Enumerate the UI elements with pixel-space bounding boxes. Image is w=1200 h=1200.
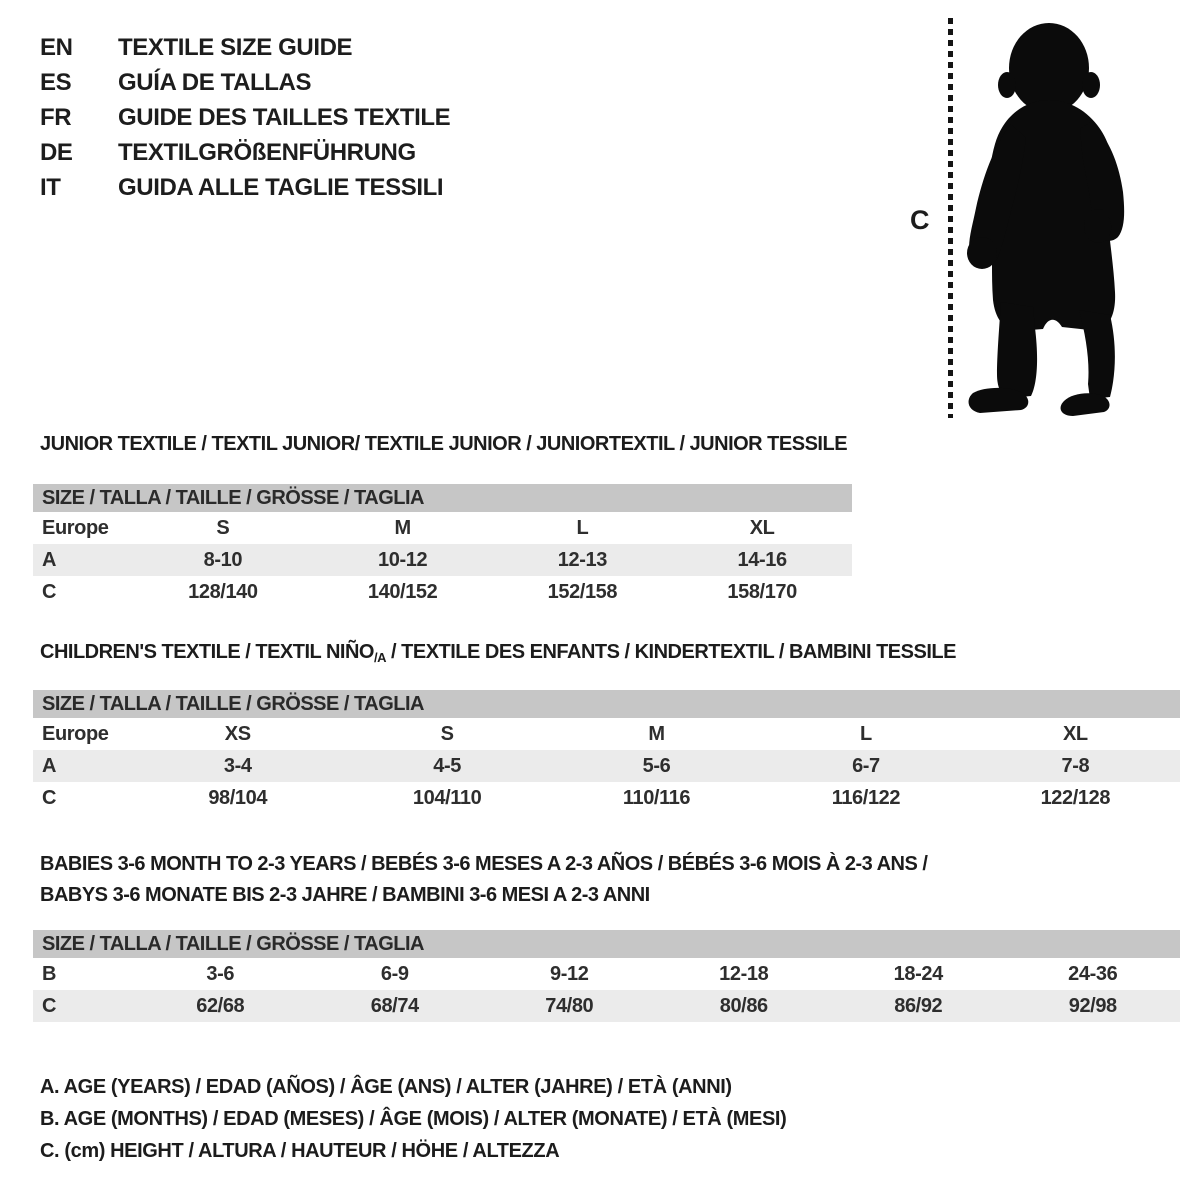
legend-line-c: C. (cm) HEIGHT / ALTURA / HAUTEUR / HÖHE / ALTEZZA	[40, 1140, 560, 1162]
table-cell: 104/110	[412, 787, 482, 809]
height-measure-label: C	[910, 205, 930, 235]
table-cell: 116/122	[831, 787, 901, 809]
table-row	[33, 958, 1180, 990]
language-title: GUIDE DES TAILLES TEXTILE	[118, 104, 451, 131]
babies-table-rows	[33, 958, 1180, 1022]
table-cell: 7-8	[1061, 755, 1090, 777]
table-cell: 3-6	[206, 963, 235, 985]
table-row	[33, 750, 1180, 782]
language-title: TEXTILGRÖßENFÜHRUNG	[118, 139, 416, 166]
table-cell: 158/170	[727, 581, 797, 603]
table-cell: 86/92	[894, 995, 943, 1017]
table-cell: 6-9	[380, 963, 409, 985]
language-list	[40, 30, 450, 205]
table-cell: 92/98	[1068, 995, 1117, 1017]
row-label: C	[42, 581, 57, 603]
table-cell: M	[394, 517, 411, 539]
children-size-table	[33, 690, 1180, 814]
language-title: GUIDA ALLE TAGLIE TESSILI	[118, 174, 444, 201]
toddler-silhouette-icon	[963, 12, 1145, 420]
babies-heading-line1: BABIES 3-6 MONTH TO 2-3 YEARS / BEBÉS 3-6 MESES A 2-3 AÑOS / BÉBÉS 3-6 MOIS À 2-3 ANS /	[40, 853, 928, 875]
height-dashed-line	[948, 18, 953, 418]
table-cell: 122/128	[1040, 787, 1111, 809]
children-heading-sub: /A	[373, 650, 386, 665]
table-cell: 152/158	[547, 581, 618, 603]
row-label: Europe	[42, 723, 109, 745]
table-row	[33, 782, 1180, 814]
row-label: B	[42, 963, 57, 985]
table-cell: L	[860, 723, 872, 745]
size-header-bar: SIZE / TALLA / TAILLE / GRÖSSE / TAGLIA	[33, 484, 852, 512]
table-cell: 3-4	[223, 755, 252, 777]
row-label: C	[42, 995, 57, 1017]
row-label: C	[42, 787, 57, 809]
language-title: TEXTILE SIZE GUIDE	[118, 34, 353, 61]
table-cell: 9-12	[550, 963, 589, 985]
junior-size-table	[33, 484, 852, 608]
babies-size-table	[33, 930, 1180, 1022]
table-cell: 4-5	[433, 755, 461, 777]
legend-line-a: A. AGE (YEARS) / EDAD (AÑOS) / ÂGE (ANS) / ALTER (JAHRE) / ETÀ (ANNI)	[40, 1076, 732, 1098]
table-row	[33, 576, 852, 608]
table-cell: 140/152	[367, 581, 438, 603]
table-cell: M	[648, 723, 665, 745]
row-label: Europe	[42, 517, 109, 539]
table-cell: 8-10	[203, 549, 243, 571]
size-header-bar: SIZE / TALLA / TAILLE / GRÖSSE / TAGLIA	[33, 930, 1180, 958]
legend-line-b: B. AGE (MONTHS) / EDAD (MESES) / ÂGE (MOIS) / ALTER (MONATE) / ETÀ (MESI)	[40, 1108, 787, 1130]
section-heading-children	[40, 641, 956, 665]
table-cell: 24-36	[1068, 963, 1118, 985]
table-cell: XL	[1062, 723, 1088, 745]
table-cell: 68/74	[370, 995, 419, 1017]
table-cell: 10-12	[378, 549, 428, 571]
table-cell: 5-6	[642, 755, 671, 777]
language-row-es	[40, 65, 450, 100]
table-cell: 98/104	[208, 787, 268, 809]
table-cell: S	[440, 723, 454, 745]
table-cell: 18-24	[893, 963, 943, 985]
table-row	[33, 512, 852, 544]
language-code: DE	[40, 139, 73, 166]
junior-table-rows	[33, 512, 852, 608]
table-row	[33, 544, 852, 576]
row-label: A	[42, 755, 57, 777]
table-cell: 12-18	[719, 963, 769, 985]
table-cell: 110/116	[622, 787, 691, 809]
language-row-it	[40, 170, 450, 205]
table-cell: 128/140	[188, 581, 258, 603]
table-cell: 12-13	[557, 549, 607, 571]
language-code: FR	[40, 104, 72, 131]
table-cell: S	[216, 517, 230, 539]
table-cell: XL	[749, 517, 775, 539]
table-cell: XS	[224, 723, 251, 745]
babies-heading-line2: BABYS 3-6 MONATE BIS 2-3 JAHRE / BAMBINI 3-6 MESI A 2-3 ANNI	[40, 884, 650, 906]
language-title: GUÍA DE TALLAS	[118, 69, 312, 96]
table-cell: 6-7	[852, 755, 880, 777]
table-cell: L	[576, 517, 589, 539]
language-row-fr	[40, 100, 450, 135]
language-code: ES	[40, 69, 72, 96]
language-row-en	[40, 30, 450, 65]
table-row	[33, 718, 1180, 750]
language-row-de	[40, 135, 450, 170]
section-heading-babies	[40, 849, 927, 911]
language-code: EN	[40, 34, 73, 61]
size-header-bar: SIZE / TALLA / TAILLE / GRÖSSE / TAGLIA	[33, 690, 1180, 718]
table-cell: 14-16	[737, 549, 787, 571]
children-heading-post: / TEXTILE DES ENFANTS / KINDERTEXTIL / BAMBINI TESSILE	[385, 641, 956, 663]
legend	[40, 1071, 786, 1167]
section-heading-junior: JUNIOR TEXTILE / TEXTIL JUNIOR/ TEXTILE JUNIOR / JUNIORTEXTIL / JUNIOR TESSILE	[40, 433, 848, 455]
language-code: IT	[40, 174, 61, 201]
table-row	[33, 990, 1180, 1022]
children-heading-pre: CHILDREN'S TEXTILE / TEXTIL NIÑO	[40, 641, 374, 663]
children-table-rows	[33, 718, 1180, 814]
row-label: A	[42, 549, 57, 571]
table-cell: 80/86	[719, 995, 768, 1017]
table-cell: 74/80	[545, 995, 594, 1017]
table-cell: 62/68	[196, 995, 245, 1017]
